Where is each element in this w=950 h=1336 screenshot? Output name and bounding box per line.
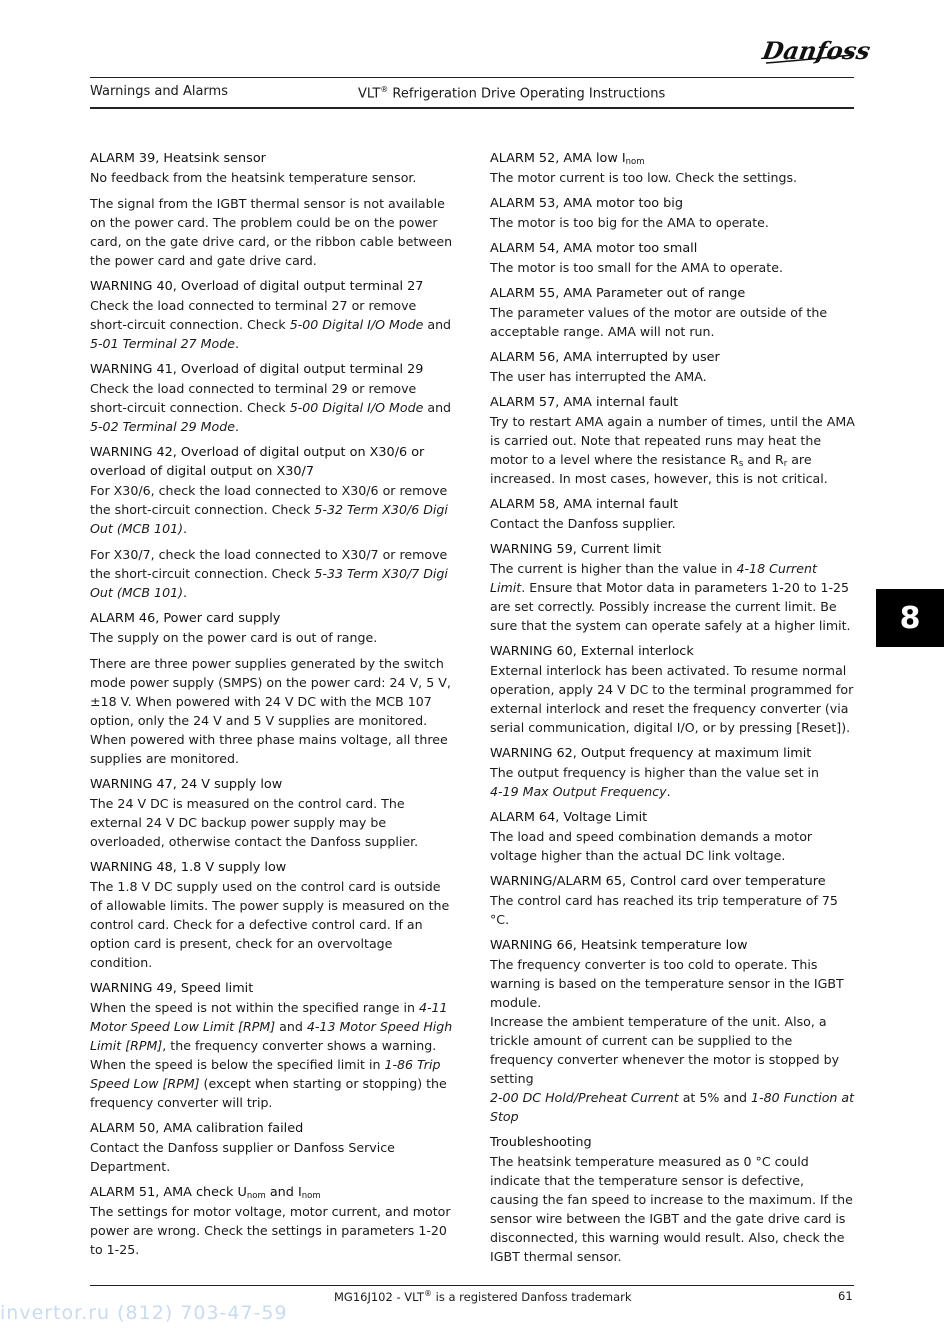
param-ref: 4-13 Motor Speed High Limit [RPM] — [90, 1019, 453, 1053]
entry-title: WARNING 48, 1.8 V supply low — [90, 860, 287, 875]
entry-text: The motor is too small for the AMA to operate. — [490, 260, 783, 275]
manual-title: VLT® Refrigeration Drive Operating Instructions — [358, 85, 666, 102]
warning-48 — [90, 858, 456, 972]
warning-41 — [90, 360, 456, 436]
header-rule-bottom — [90, 107, 854, 109]
left-column — [90, 149, 456, 1266]
entry-title: WARNING 40, Overload of digital output terminal 27 — [90, 279, 424, 294]
entry-title: ALARM 64, Voltage Limit — [490, 810, 648, 825]
chapter-tab: 8 — [876, 589, 944, 647]
param-ref: 5-00 Digital I/O Mode — [289, 400, 424, 415]
param-ref: 1-86 Trip Speed Low [RPM] — [90, 1057, 441, 1091]
entry-title: ALARM 54, AMA motor too small — [490, 241, 698, 256]
entry-title: ALARM 55, AMA Parameter out of range — [490, 286, 746, 301]
param-ref: 4-11 Motor Speed Low Limit [RPM] — [90, 1000, 448, 1034]
entry-text: The heatsink temperature measured as 0 °C could indicate that the temperature sensor is defective, causing the fan speed to increase to the maximum. If the sensor wire between the IGBT and the gate drive card is disconnected, this warning would result. Also, check the IGBT thermal sensor. — [490, 1154, 853, 1264]
alarm-50 — [90, 1119, 456, 1176]
entry-text: Contact the Danfoss supplier. — [490, 516, 676, 531]
alarm-51 — [90, 1183, 456, 1259]
entry-title: WARNING 60, External interlock — [490, 644, 694, 659]
watermark: invertor.ru (812) 703-47-59 — [0, 1302, 288, 1324]
param-ref: 5-32 Term X30/6 Digi Out (MCB 101) — [90, 502, 448, 536]
entry-title: WARNING 59, Current limit — [490, 542, 662, 557]
alarm-46 — [90, 609, 456, 768]
alarm-57 — [490, 393, 856, 488]
entry-text: The frequency converter is too cold to operate. This warning is based on the temperature sensor in the IGBT module. — [490, 957, 844, 1010]
warning-62 — [490, 744, 856, 801]
warning-60 — [490, 642, 856, 737]
entry-text: The motor current is too low. Check the settings. — [490, 170, 798, 185]
warning-66 — [490, 936, 856, 1126]
warning-42 — [90, 443, 456, 602]
entry-text: The user has interrupted the AMA. — [490, 369, 707, 384]
alarm-53 — [490, 194, 856, 232]
entry-text: The load and speed combination demands a motor voltage higher than the actual DC link voltage. — [490, 829, 813, 863]
param-ref: 2-00 DC Hold/Preheat Current — [490, 1090, 679, 1105]
entry-text: For X30/6, check the load connected to X30/6 or remove the short-circuit connection. Check 5-32 Term X30/6 Digi Out (MCB 101). — [90, 483, 448, 536]
alarm-52 — [490, 149, 856, 187]
alarm-56 — [490, 348, 856, 386]
param-ref: 4-19 Max Output Frequency — [490, 784, 667, 799]
alarm-55 — [490, 284, 856, 341]
entry-text: The signal from the IGBT thermal sensor is not available on the power card. The problem could be on the power card, on the gate drive card, or the ribbon cable between the power card and gate drive card. — [90, 196, 453, 268]
page-number: 61 — [838, 1289, 853, 1303]
warning-47 — [90, 775, 456, 851]
entry-text: The parameter values of the motor are outside of the acceptable range. AMA will not run. — [490, 305, 828, 339]
entry-title: WARNING 42, Overload of digital output on X30/6 or overload of digital output on X30/7 — [90, 445, 425, 479]
entry-text: The settings for motor voltage, motor current, and motor power are wrong. Check the settings in parameters 1-20 to 1-25. — [90, 1204, 451, 1257]
svg-text:Danfoss: Danfoss — [760, 36, 873, 65]
entry-title: ALARM 58, AMA internal fault — [490, 497, 679, 512]
entry-title: ALARM 57, AMA internal fault — [490, 395, 679, 410]
param-ref: 5-01 Terminal 27 Mode — [90, 336, 235, 351]
alarm-64 — [490, 808, 856, 865]
entry-title: Troubleshooting — [490, 1135, 592, 1150]
entry-text: Contact the Danfoss supplier or Danfoss Service Department. — [90, 1140, 395, 1174]
entry-text: Increase the ambient temperature of the unit. Also, a trickle amount of current can be supplied to the frequency converter whenever the motor is stopped by setting 2-00 DC Hold/Preheat Current at 5% and 1-80 Function at Stop — [490, 1014, 855, 1124]
alarm-58 — [490, 495, 856, 533]
entry-title: WARNING 47, 24 V supply low — [90, 777, 283, 792]
footer-rule — [90, 1285, 854, 1286]
entry-title: ALARM 56, AMA interrupted by user — [490, 350, 720, 365]
param-ref: 1-80 Function at Stop — [490, 1090, 855, 1124]
warning-alarm-65 — [490, 872, 856, 929]
troubleshooting — [490, 1133, 856, 1266]
entry-title: WARNING 49, Speed limit — [90, 981, 254, 996]
entry-title: ALARM 51, AMA check $U_{nom}$ and $I_{nom}$ — [90, 1185, 321, 1201]
footer-trademark: MG16J102 - VLT® is a registered Danfoss trademark — [334, 1289, 632, 1304]
right-column — [490, 149, 856, 1273]
entry-text: The 24 V DC is measured on the control card. The external 24 V DC backup power supply may be overloaded, otherwise contact the Danfoss supplier. — [90, 796, 419, 849]
section-title: Warnings and Alarms — [90, 84, 228, 99]
warning-59 — [490, 540, 856, 635]
entry-title: ALARM 39, Heatsink sensor — [90, 151, 266, 166]
entry-text: The current is higher than the value in 4-18 Current Limit. Ensure that Motor data in parameters 1-20 to 1-25 are set correctly. Possibly increase the current limit. Be sure that the system can operate safely at a higher limit. — [490, 561, 851, 633]
entry-title: WARNING 41, Overload of digital output terminal 29 — [90, 362, 424, 377]
header-rule-top — [90, 77, 854, 78]
entry-text: The 1.8 V DC supply used on the control card is outside of allowable limits. The power supply is measured on the control card. Check for a defective control card. If an option card is present, check for an overvoltage condition. — [90, 879, 450, 970]
entry-title: WARNING 66, Heatsink temperature low — [490, 938, 748, 953]
entry-text: Check the load connected to terminal 27 or remove short-circuit connection. Check 5-00 Digital I/O Mode and 5-01 Terminal 27 Mode. — [90, 298, 452, 351]
entry-title: WARNING 62, Output frequency at maximum limit — [490, 746, 812, 761]
warning-49 — [90, 979, 456, 1112]
entry-text: The control card has reached its trip temperature of 75 °C. — [490, 893, 838, 927]
entry-title: ALARM 50, AMA calibration failed — [90, 1121, 304, 1136]
warning-40 — [90, 277, 456, 353]
entry-text: For X30/7, check the load connected to X30/7 or remove the short-circuit connection. Check 5-33 Term X30/7 Digi Out (MCB 101). — [90, 547, 448, 600]
param-ref: 5-33 Term X30/7 Digi Out (MCB 101) — [90, 566, 448, 600]
danfoss-logo — [760, 33, 873, 67]
param-ref: 5-00 Digital I/O Mode — [289, 317, 424, 332]
entry-title: ALARM 46, Power card supply — [90, 611, 281, 626]
entry-text: The supply on the power card is out of range. — [90, 630, 378, 645]
alarm-39 — [90, 149, 456, 270]
entry-text: When the speed is not within the specified range in 4-11 Motor Speed Low Limit [RPM] and 4-13 Motor Speed High Limit [RPM], the frequency converter shows a warning. When the speed is below the specified limit in 1-86 Trip Speed Low [RPM] (except when starting or stopping) the frequency converter will trip. — [90, 1000, 453, 1110]
entry-text: The output frequency is higher than the value set in 4-19 Max Output Frequency. — [490, 765, 820, 799]
entry-text: Check the load connected to terminal 29 or remove short-circuit connection. Check 5-00 Digital I/O Mode and 5-02 Terminal 29 Mode. — [90, 381, 452, 434]
param-ref: 5-02 Terminal 29 Mode — [90, 419, 235, 434]
entry-text: External interlock has been activated. To resume normal operation, apply 24 V DC to the terminal programmed for external interlock and reset the frequency converter (via serial communication, digital I/O, or by pressing [Reset]). — [490, 663, 854, 735]
param-ref: 4-18 Current Limit — [490, 561, 817, 595]
entry-title: ALARM 52, AMA low $I_{nom}$ — [490, 151, 645, 167]
entry-text: Try to restart AMA again a number of times, until the AMA is carried out. Note that repeated runs may heat the motor to a level where the resistance $R_s$ and $R_r$ are increased. In most cases, however, this is not critical. — [490, 414, 855, 486]
entry-title: WARNING/ALARM 65, Control card over temperature — [490, 874, 826, 889]
entry-title: ALARM 53, AMA motor too big — [490, 196, 683, 211]
entry-text: There are three power supplies generated by the switch mode power supply (SMPS) on the power card: 24 V, 5 V, ±18 V. When powered with 24 V DC with the MCB 107 option, only the 24 V and 5 V supplies are monitored. When powered with three phase mains voltage, all three supplies are monitored. — [90, 656, 451, 766]
entry-text: The motor is too big for the AMA to operate. — [490, 215, 769, 230]
entry-text: No feedback from the heatsink temperature sensor. — [90, 170, 417, 185]
alarm-54 — [490, 239, 856, 277]
